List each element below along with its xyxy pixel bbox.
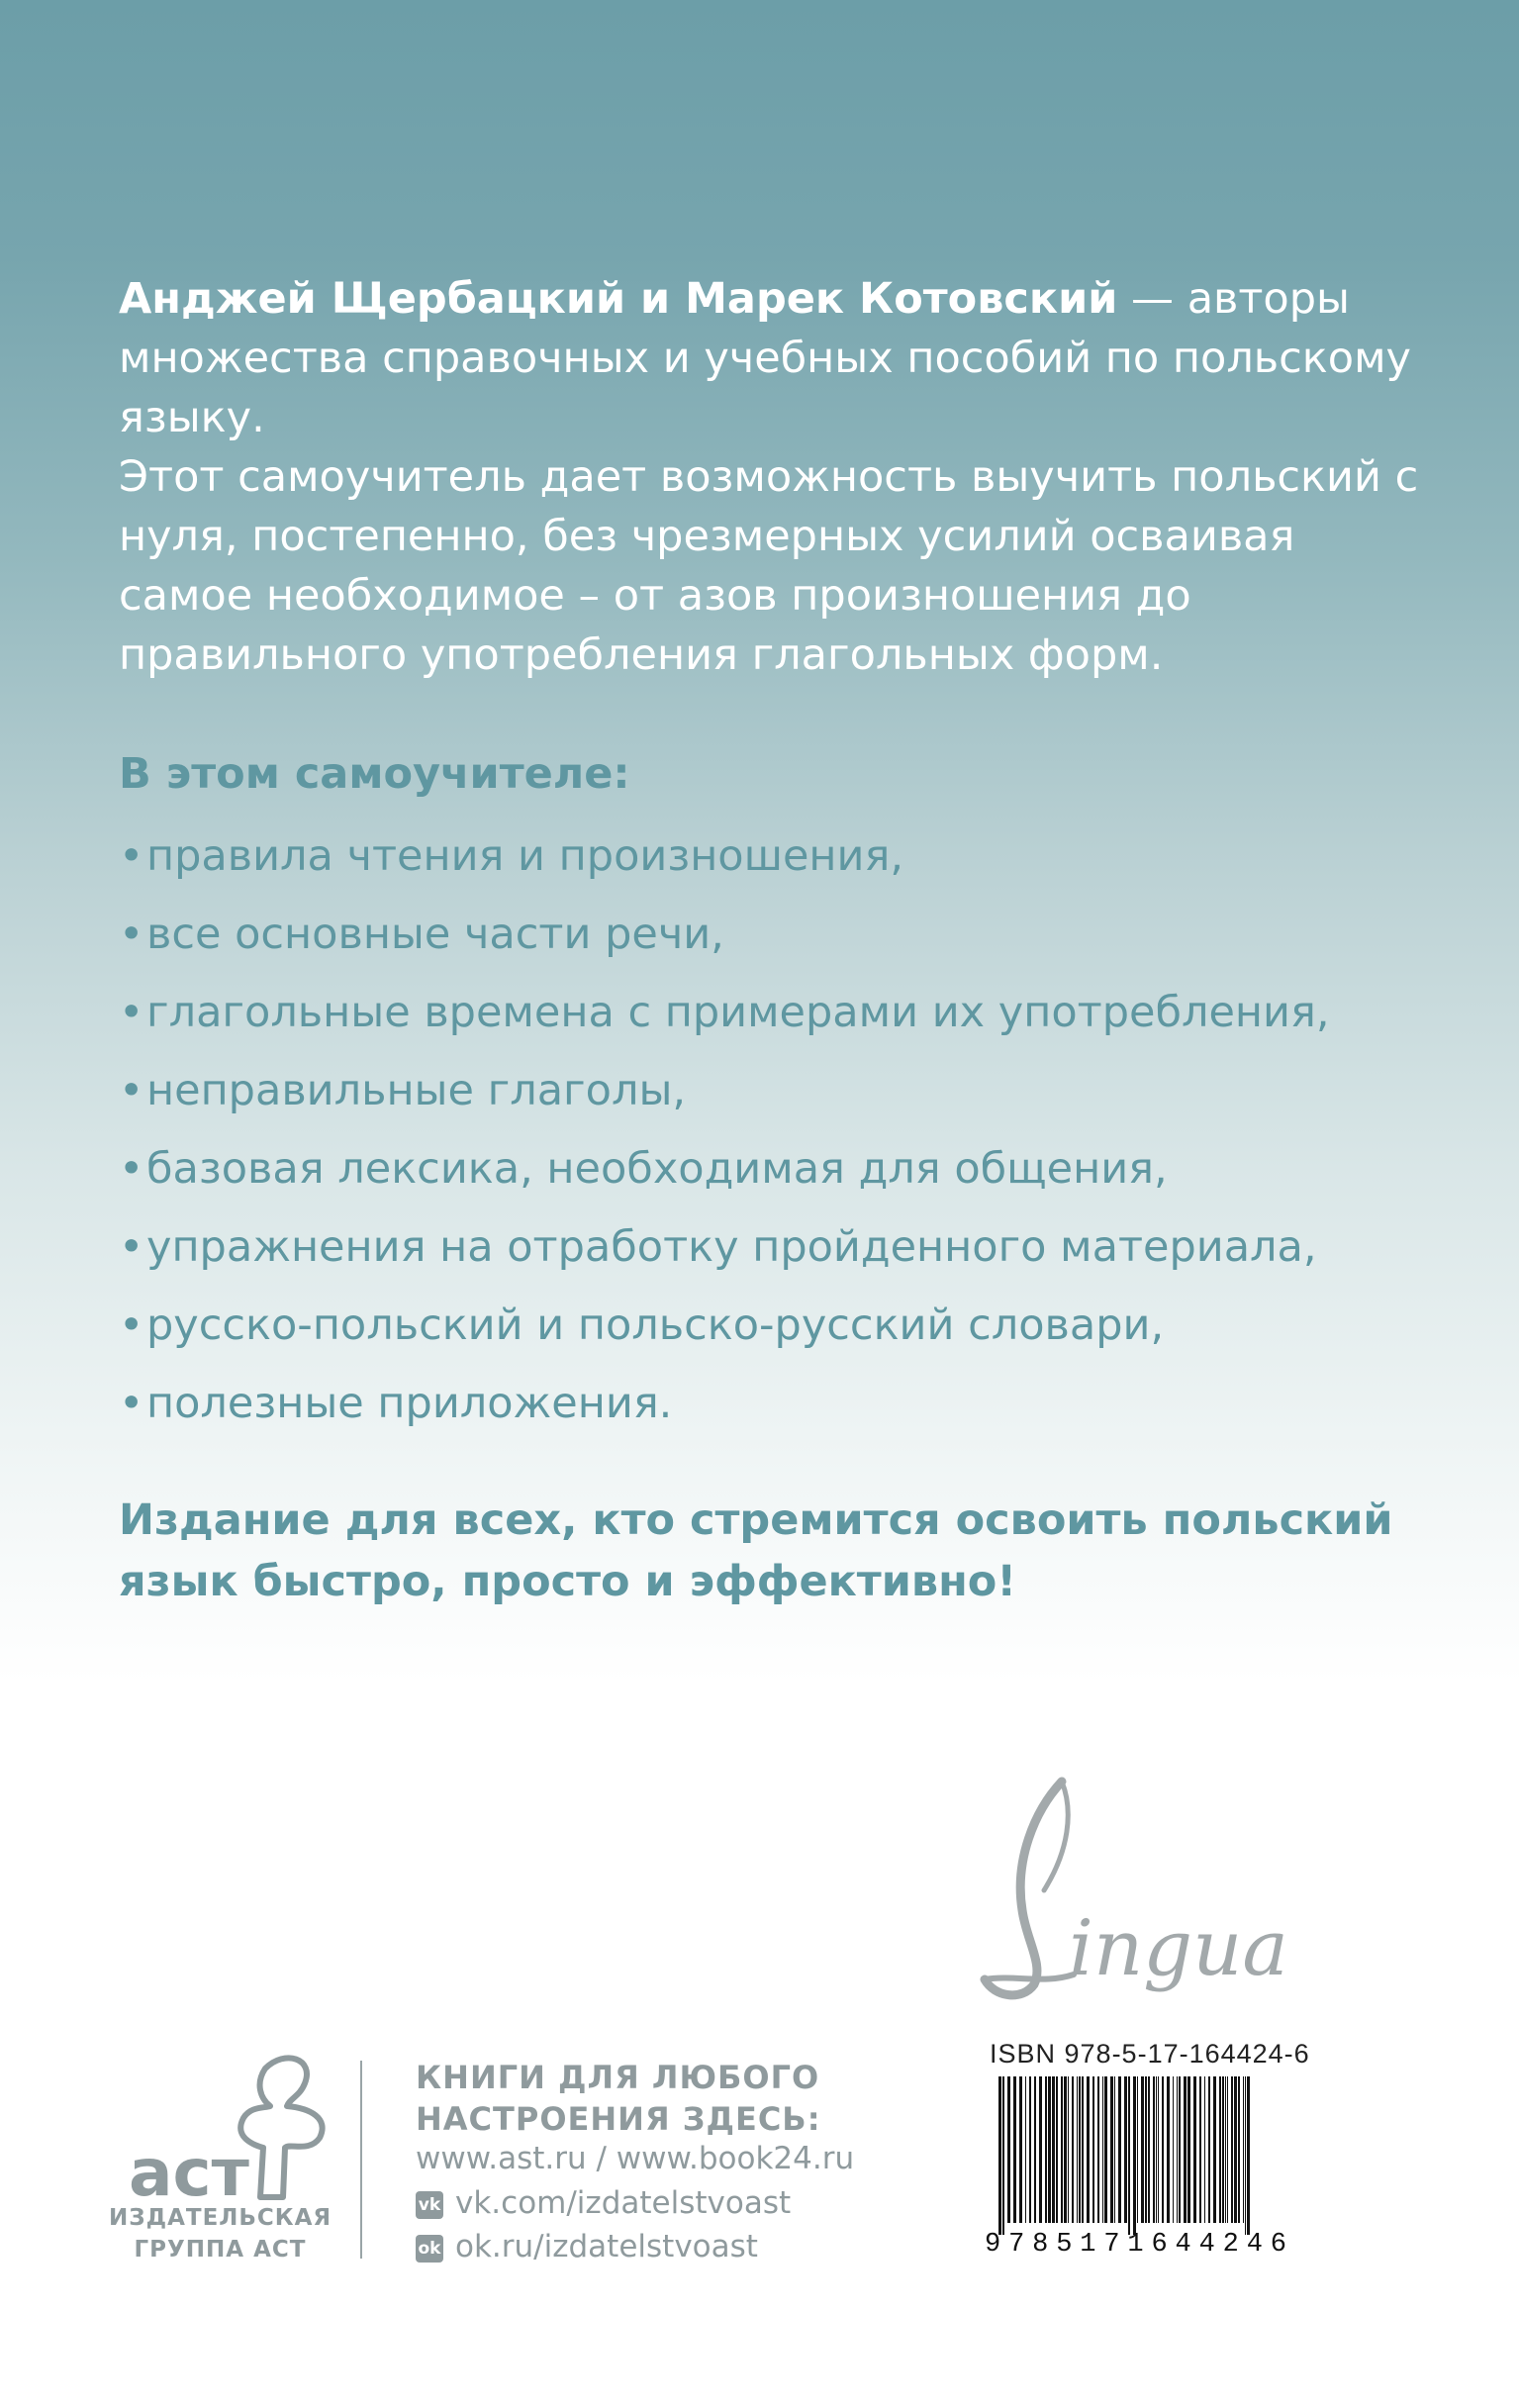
barcode-bar xyxy=(1173,2076,1174,2223)
vk-link[interactable]: vk vk.com/izdatelstvoast xyxy=(416,2185,791,2221)
books-heading: КНИГИ ДЛЯ ЛЮБОГО НАСТРОЕНИЯ ЗДЕСЬ: xyxy=(416,2059,821,2138)
barcode-bar xyxy=(1097,2076,1099,2223)
barcode-bar xyxy=(1167,2076,1170,2223)
barcode-bar xyxy=(1039,2076,1042,2223)
barcode-bar xyxy=(1007,2076,1010,2223)
barcode-bar xyxy=(1068,2076,1069,2223)
barcode-bar xyxy=(1087,2076,1090,2223)
barcode-bar xyxy=(1234,2076,1237,2223)
bullet-icon: • xyxy=(119,1222,144,1272)
vk-icon: vk xyxy=(416,2191,443,2219)
isbn-label: ISBN 978-5-17-164424-6 xyxy=(990,2039,1310,2069)
bullet-icon: • xyxy=(119,988,144,1037)
barcode-bar xyxy=(1104,2076,1107,2223)
barcode-bar xyxy=(1199,2076,1201,2223)
bullet-icon: • xyxy=(119,1379,144,1428)
list-item: •упражнения на отработку пройденного материала, xyxy=(119,1217,1330,1296)
ok-icon: ok xyxy=(416,2235,443,2263)
barcode-bar xyxy=(1208,2076,1210,2223)
publisher-caption: ИЗДАТЕЛЬСКАЯ ГРУППА АСТ xyxy=(109,2205,332,2263)
barcode-bar xyxy=(1019,2076,1022,2223)
barcode-bar xyxy=(1045,2076,1047,2223)
list-item: •правила чтения и произношения, xyxy=(119,826,1330,905)
barcode-bar xyxy=(1013,2076,1016,2223)
bullet-icon: • xyxy=(119,1300,144,1350)
ast-logo xyxy=(117,2049,354,2227)
list-item: •глагольные времена с примерами их употребления, xyxy=(119,983,1330,1061)
ok-link[interactable]: ok ok.ru/izdatelstvoast xyxy=(416,2229,758,2264)
barcode-bar xyxy=(1156,2076,1157,2223)
barcode-bar xyxy=(1141,2076,1144,2223)
barcode-bar xyxy=(1092,2076,1094,2223)
divider xyxy=(360,2061,362,2259)
barcode-bar xyxy=(1158,2076,1159,2223)
authors-names: Анджей Щербацкий и Марек Котовский xyxy=(119,274,1118,324)
bullet-icon: • xyxy=(119,831,144,881)
barcode-bar xyxy=(1025,2076,1026,2223)
book-description: Этот самоучитель дает возможность выучить польский с нуля, постепенно, без чрезмерных усилий осваивая самое необходимое – от азов произношения до правильного употребления глагольных форм. xyxy=(119,452,1419,680)
barcode-bar xyxy=(1128,2076,1130,2235)
barcode-bar xyxy=(1082,2076,1084,2223)
list-item: •полезные приложения. xyxy=(119,1374,1330,1452)
barcode-bar xyxy=(1193,2076,1196,2223)
barcode-bar xyxy=(1124,2076,1127,2223)
authors-intro xyxy=(119,269,1425,447)
barcode-bar xyxy=(1227,2076,1228,2223)
barcode-bar xyxy=(1077,2076,1078,2223)
barcode-bar xyxy=(1145,2076,1147,2223)
site-link[interactable]: www.ast.ru / www.book24.ru xyxy=(416,2141,855,2176)
barcode-bar xyxy=(1079,2076,1081,2223)
contents-heading: В этом самоучителе: xyxy=(119,749,630,799)
barcode-bar xyxy=(1110,2076,1113,2223)
barcode-bar xyxy=(1072,2076,1074,2223)
barcode-bar xyxy=(1002,2076,1004,2235)
barcode-bar xyxy=(1114,2076,1115,2223)
barcode-bar xyxy=(998,2076,1001,2235)
lingua-series-logo xyxy=(975,1772,1331,2009)
barcode-bar xyxy=(1153,2076,1155,2223)
bullet-icon: • xyxy=(119,1066,144,1115)
barcode-bar xyxy=(1137,2076,1138,2223)
barcode-bar xyxy=(1102,2076,1103,2223)
svg-text:ingua: ingua xyxy=(1069,1904,1288,1993)
bullet-icon: • xyxy=(119,1144,144,1194)
ast-logo-text: аст xyxy=(129,2135,249,2211)
list-item: •все основные части речи, xyxy=(119,905,1330,983)
barcode-bar xyxy=(1231,2076,1233,2223)
barcode-bar xyxy=(1222,2076,1224,2223)
barcode-bar xyxy=(1187,2076,1190,2223)
list-item: •базовая лексика, необходимая для общения, xyxy=(119,1139,1330,1217)
barcode-bar xyxy=(1148,2076,1150,2223)
barcode-digits: 9785171644246 xyxy=(985,2230,1286,2255)
barcode-bar xyxy=(1034,2076,1036,2223)
barcode-bar xyxy=(1162,2076,1164,2223)
barcode-bar xyxy=(1225,2076,1226,2223)
barcode-bar xyxy=(1184,2076,1187,2223)
barcode xyxy=(985,2076,1291,2255)
barcode-bar xyxy=(1204,2076,1205,2223)
barcode-bar xyxy=(1056,2076,1058,2223)
contents-list xyxy=(119,826,1330,1452)
barcode-bar xyxy=(1213,2076,1216,2223)
barcode-bar xyxy=(1179,2076,1181,2223)
barcode-bar xyxy=(1064,2076,1067,2223)
barcode-bar xyxy=(1029,2076,1031,2223)
bullet-icon: • xyxy=(119,910,144,959)
barcode-bar xyxy=(1247,2076,1250,2235)
barcode-bar xyxy=(1245,2076,1246,2235)
barcode-bar xyxy=(1061,2076,1063,2223)
barcode-bar xyxy=(1243,2076,1244,2223)
barcode-bar xyxy=(1048,2076,1051,2223)
list-item: •неправильные глаголы, xyxy=(119,1061,1330,1139)
barcode-bar xyxy=(1177,2076,1178,2223)
barcode-bar xyxy=(1133,2076,1136,2235)
barcode-bar xyxy=(1118,2076,1121,2223)
barcode-bar xyxy=(1052,2076,1055,2223)
authors-description: — авторы множества справочных и учебных пособий по польскому языку. xyxy=(119,274,1411,442)
list-item: •русско-польский и польско-русский словари, xyxy=(119,1296,1330,1374)
closing-statement: Издание для всех, кто стремится освоить польский язык быстро, просто и эффективно! xyxy=(119,1495,1393,1606)
barcode-bar xyxy=(1238,2076,1240,2223)
barcode-bar xyxy=(1219,2076,1221,2223)
